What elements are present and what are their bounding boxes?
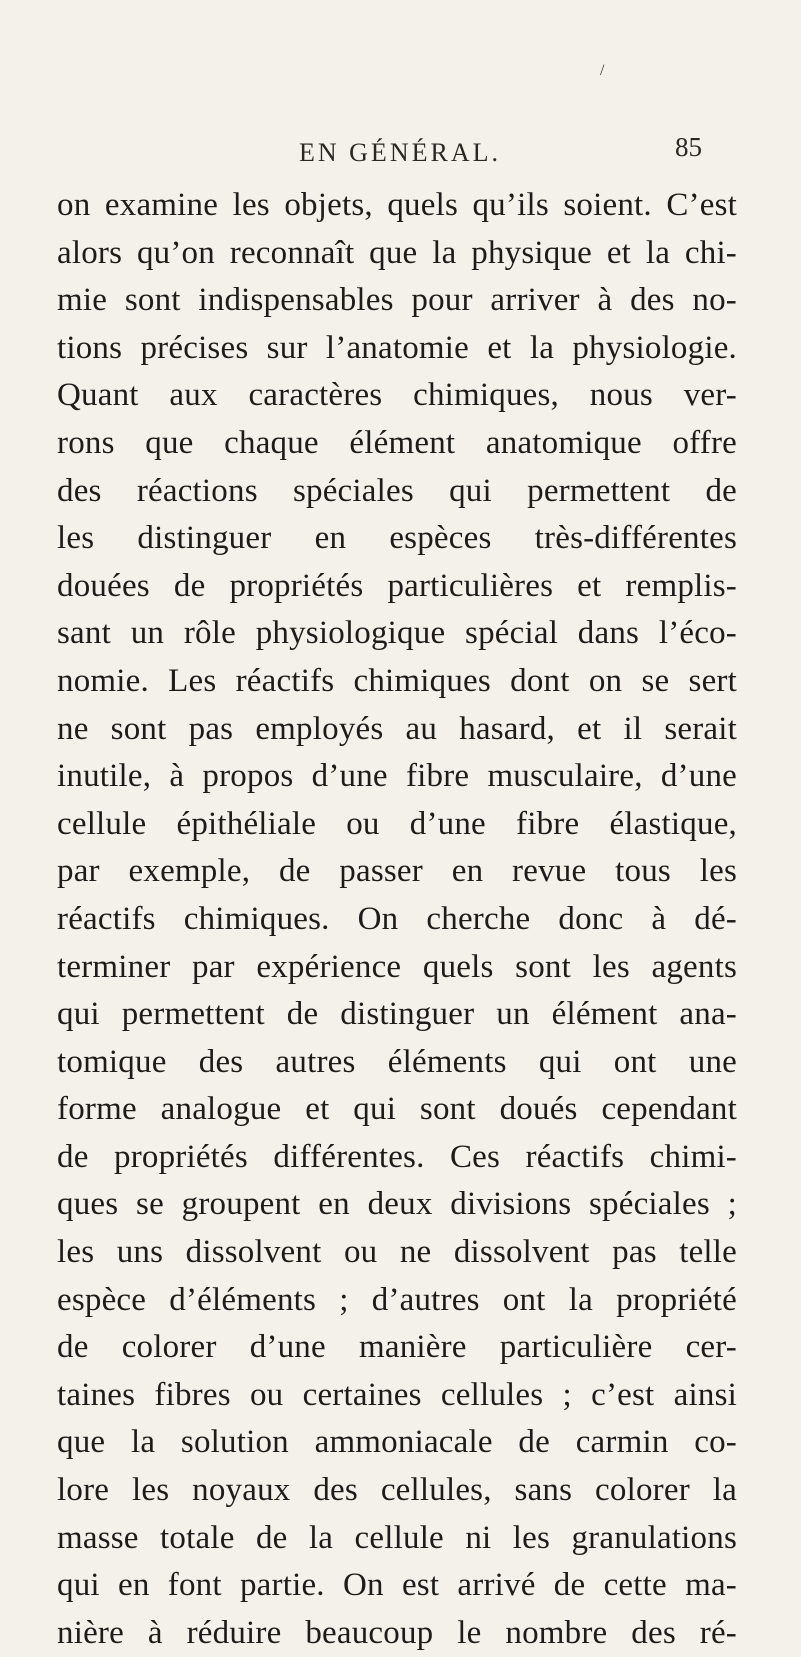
text-line: ne sont pas employés au hasard, et il serait [57, 710, 737, 747]
text-line: par exemple, de passer en revue tous les [57, 853, 737, 890]
text-line: cellule épithéliale ou d’une fibre élastique, [57, 805, 737, 842]
text-line: mie sont indispensables pour arriver à des no- [57, 282, 737, 319]
page-number: 85 [675, 132, 702, 162]
running-header: EN GÉNÉRAL. [299, 138, 501, 167]
body-text [57, 182, 737, 1657]
text-line: inutile, à propos d’une fibre musculaire, d’une [57, 758, 737, 795]
text-line: des réactions spéciales qui permettent de [57, 472, 737, 509]
text-line: espèce d’éléments ; d’autres ont la propriété [57, 1281, 737, 1318]
text-line: de colorer d’une manière particulière cer- [57, 1329, 737, 1366]
text-line: masse totale de la cellule ni les granulations [57, 1519, 737, 1556]
text-line: taines fibres ou certaines cellules ; c’est ainsi [57, 1376, 737, 1413]
text-line: on examine les objets, quels qu’ils soient. C’est [57, 187, 737, 223]
text-line: alors qu’on reconnaît que la physique et la chi- [57, 234, 737, 271]
text-line: qui en font partie. On est arrivé de cette ma- [57, 1567, 737, 1604]
text-line: nomie. Les réactifs chimiques dont on se sert [57, 662, 737, 699]
text-line: douées de propriétés particulières et remplis- [57, 567, 737, 604]
margin-mark: / [600, 62, 605, 79]
text-line: forme analogue et qui sont doués cependant [57, 1091, 737, 1128]
text-line: tomique des autres éléments qui ont une [57, 1043, 737, 1080]
text-line: terminer par expérience quels sont les agents [57, 948, 737, 985]
text-line: rons que chaque élément anatomique offre [57, 424, 737, 461]
text-line: lore les noyaux des cellules, sans colorer la [57, 1472, 737, 1509]
text-line: les uns dissolvent ou ne dissolvent pas telle [57, 1234, 737, 1271]
text-line: ques se groupent en deux divisions spéciales ; [57, 1186, 737, 1223]
text-line: réactifs chimiques. On cherche donc à dé- [57, 900, 737, 937]
text-line: Quant aux caractères chimiques, nous ver- [57, 377, 737, 414]
text-line: sant un rôle physiologique spécial dans l’éco- [57, 615, 737, 652]
text-line: qui permettent de distinguer un élément ana- [57, 996, 737, 1033]
text-line: que la solution ammoniacale de carmin co- [57, 1424, 737, 1461]
text-line: les distinguer en espèces très-différentes [57, 520, 737, 557]
text-line: nière à réduire beaucoup le nombre des ré- [57, 1614, 737, 1651]
text-line: de propriétés différentes. Ces réactifs chimi- [57, 1138, 737, 1175]
text-line: tions précises sur l’anatomie et la physiologie. [57, 329, 737, 366]
